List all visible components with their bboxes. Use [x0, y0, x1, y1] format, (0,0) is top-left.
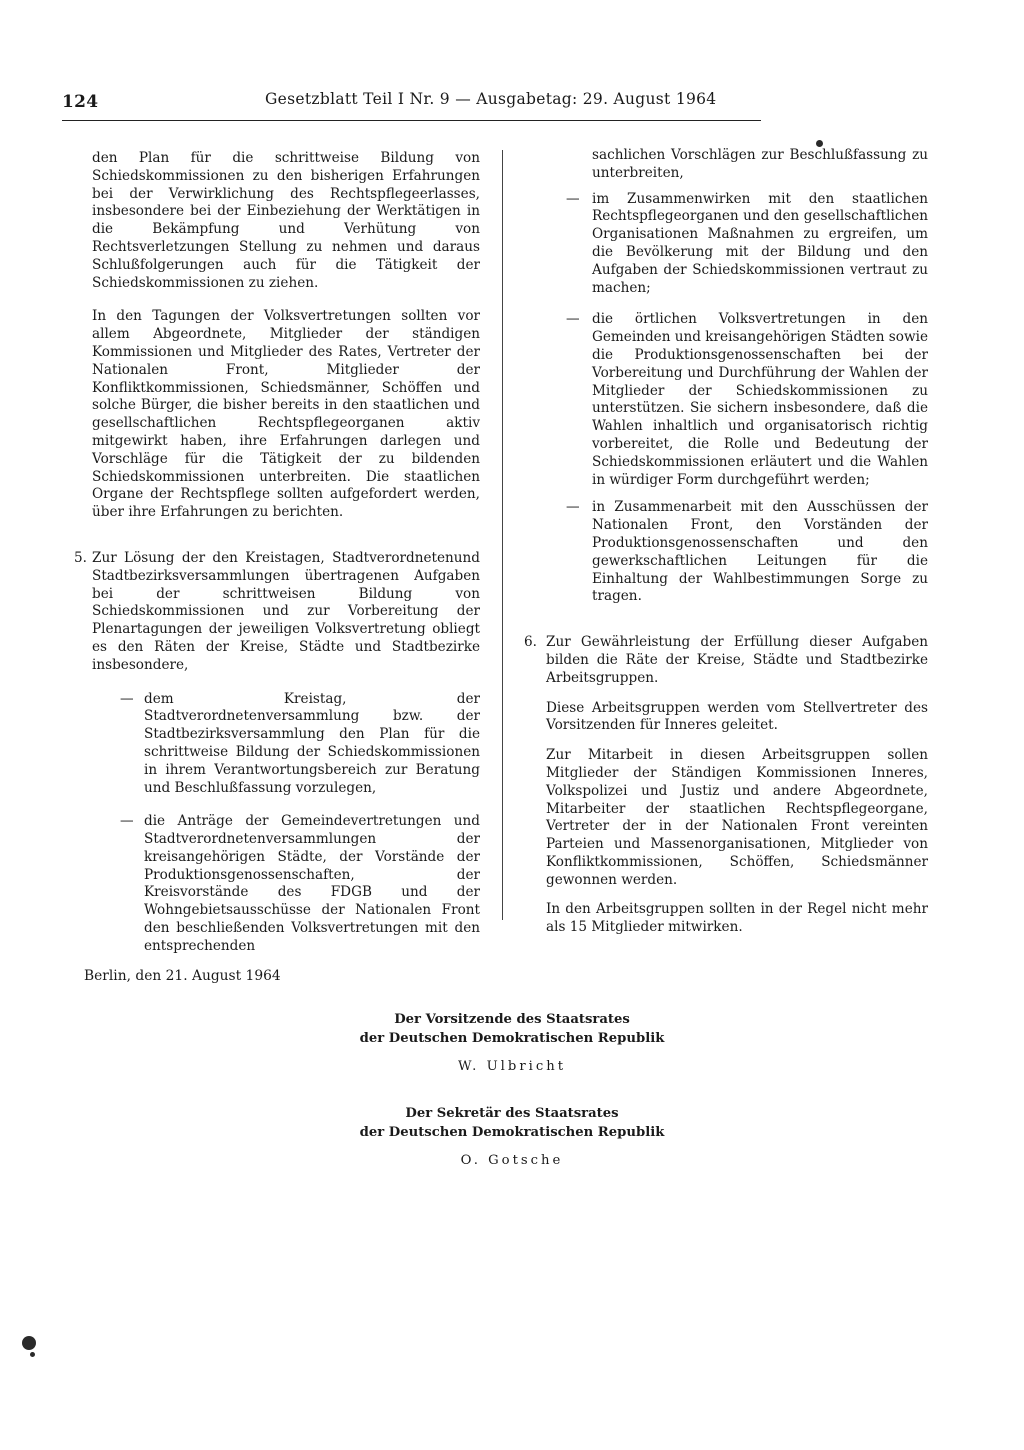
continuation-text: sachlichen Vorschlägen zur Beschlußfassung zu unterbreiten, — [592, 147, 928, 181]
scan-speck — [22, 1336, 36, 1350]
dash-marker: — — [566, 190, 580, 207]
list-item — [92, 813, 480, 955]
dash-marker: — — [566, 499, 580, 516]
paragraph-mitarbeit: Zur Mitarbeit in diesen Arbeitsgruppen sollen Mitglieder der Ständigen Kommissionen Inneres, Volkspolizei und Justiz und andere Abgeordnete, Mitarbeiter der staatlichen Rechtspflegeorgane, Vertreter der in der Nationalen Front vereinten Parteien und Massenorganisationen, Mitglieder von Konfliktkommissionen, Schöffen, Schiedsmänner gewonnen werden. — [546, 747, 928, 888]
item-5-text: Zur Lösung der den Kreistagen, Stadtverordnetenund Stadtbezirksversammlungen übertragenen Aufgaben bei der schrittweisen Bildung von Schiedskommissionen und zur Vorbereitung der Plenartagungen der jeweiligen Volksvertretung obliegt es den Räten der Kreise, Städte und Stadtbezirke insbesondere, — [92, 549, 480, 673]
right-column — [524, 147, 928, 937]
signature-block — [212, 1010, 812, 1076]
signatory-name: W. Ulbricht — [457, 1059, 567, 1074]
list-item-text: im Zusammenwirken mit den staatlichen Rechtspflegeorganen und den gesellschaftlichen Organisationen Maßnahmen zu ergreifen, um die Bevölkerung mit der Bildung und den Aufgaben der Schiedskommissionen vertraut zu machen; — [592, 190, 928, 296]
list-item — [528, 499, 928, 606]
list-item-text: in Zusammenarbeit mit den Ausschüssen der Nationalen Front, den Vorständen der Produktionsgenossenschaften und den gewerkschaftlichen Leitungen für die Einhaltung der Wahlbestimmungen Sorge zu tragen. — [592, 499, 928, 605]
list-item — [528, 191, 928, 298]
page-header — [62, 90, 761, 116]
dash-marker: — — [566, 311, 580, 328]
place-date: Berlin, den 21. August 1964 — [84, 968, 281, 984]
header-rule — [62, 120, 761, 121]
signatory-institution: der Deutschen Demokratischen Republik — [359, 1125, 665, 1140]
item-5 — [74, 549, 480, 675]
scan-speck — [816, 140, 823, 147]
signatory-role: Der Sekretär des Staatsrates — [405, 1106, 619, 1121]
intro-paragraph: den Plan für die schrittweise Bildung von Schiedskommissionen zu den bisherigen Erfahrungen bei der Verwirklichung des Rechtspflegeerlasses, insbesondere bei der Einbeziehung der Werktätigen in die Bekämpfung und Verhütung von Rechtsverletzungen Stellung zu nehmen und daraus Schlußfolgerungen auch für die Tätigkeit der Schiedskommissionen zu ziehen. — [92, 150, 480, 291]
item-5-number: 5. — [74, 549, 87, 566]
item-6 — [524, 634, 928, 687]
paragraph-tagungen: In den Tagungen der Volksvertretungen sollten vor allem Abgeordnete, Mitglieder der ständigen Kommissionen und Mitglieder des Rates, Vertreter der Nationalen Front, Mitglieder der Konfliktkommissionen, Schiedsmänner, Schöffen und solche Bürger, die bisher bereits in den staatlichen und gesellschaftlichen Rechtspflegeorganen aktiv mitgewirkt haben, ihre Erfahrungen darlegen und Vorschläge für die Tätigkeit der zu bildenden Schiedskommissionen unterbreiten. Die staatlichen Organe der Rechtspflege sollten aufgefordert werden, über ihre Erfahrungen zu berichten. — [92, 308, 480, 521]
column-divider — [502, 150, 503, 920]
list-item — [528, 311, 928, 489]
gazette-title: Gesetzblatt Teil I Nr. 9 — Ausgabetag: 29. August 1964 — [265, 90, 717, 108]
item-6-text: Zur Gewährleistung der Erfüllung dieser Aufgaben bilden die Räte der Kreise, Städte und Stadtbezirke Arbeitsgruppen. — [546, 634, 928, 686]
left-column — [74, 150, 480, 956]
paragraph-mitglieder: In den Arbeitsgruppen sollten in der Regel nicht mehr als 15 Mitglieder mitwirken. — [546, 901, 928, 936]
paragraph-arbeitsgruppen: Diese Arbeitsgruppen werden vom Stellvertreter des Vorsitzenden für Inneres geleitet. — [546, 699, 928, 734]
page-number: 124 — [62, 92, 99, 112]
signatory-role: Der Vorsitzende des Staatsrates — [394, 1012, 630, 1027]
list-item-text: die örtlichen Volksvertretungen in den Gemeinden und kreisangehörigen Städten sowie die Produktionsgenossenschaften bei der Vorbereitung und Durchführung der Wahlen der Mitglieder der Schiedskommissionen zu unterstützen. Sie sichern insbesondere, daß die Wahlen inhaltlich und organisatorisch richtig vorbereitet, die Rolle und Bedeutung der Schiedskommissionen erläutert und die Wahlen in würdiger Form durchgeführt werden; — [592, 311, 928, 488]
dash-marker: — — [120, 813, 134, 830]
signatory-name: O. Gotsche — [460, 1153, 564, 1168]
signature-block — [212, 1104, 812, 1170]
dash-marker: — — [120, 690, 134, 707]
item-6-number: 6. — [524, 634, 537, 651]
list-item-text: dem Kreistag, der Stadtverordnetenversammlung bzw. der Stadtbezirksversammlung den Plan für die schrittweise Bildung der Schiedskommissionen in ihrem Verantwortungsbereich zur Beratung und Beschlußfassung vorzulegen, — [144, 690, 480, 796]
scan-speck — [30, 1352, 35, 1357]
list-item — [92, 691, 480, 798]
list-item-text: die Anträge der Gemeindevertretungen und Stadtverordnetenversammlungen der kreisangehörigen Städte, der Vorstände der Produktionsgenossenschaften, der Kreisvorstände des FDGB und der Wohngebietsausschüsse der Nationalen Front den beschließenden Volksvertretungen mit den entsprechenden — [144, 813, 480, 954]
signatory-institution: der Deutschen Demokratischen Republik — [359, 1031, 665, 1046]
